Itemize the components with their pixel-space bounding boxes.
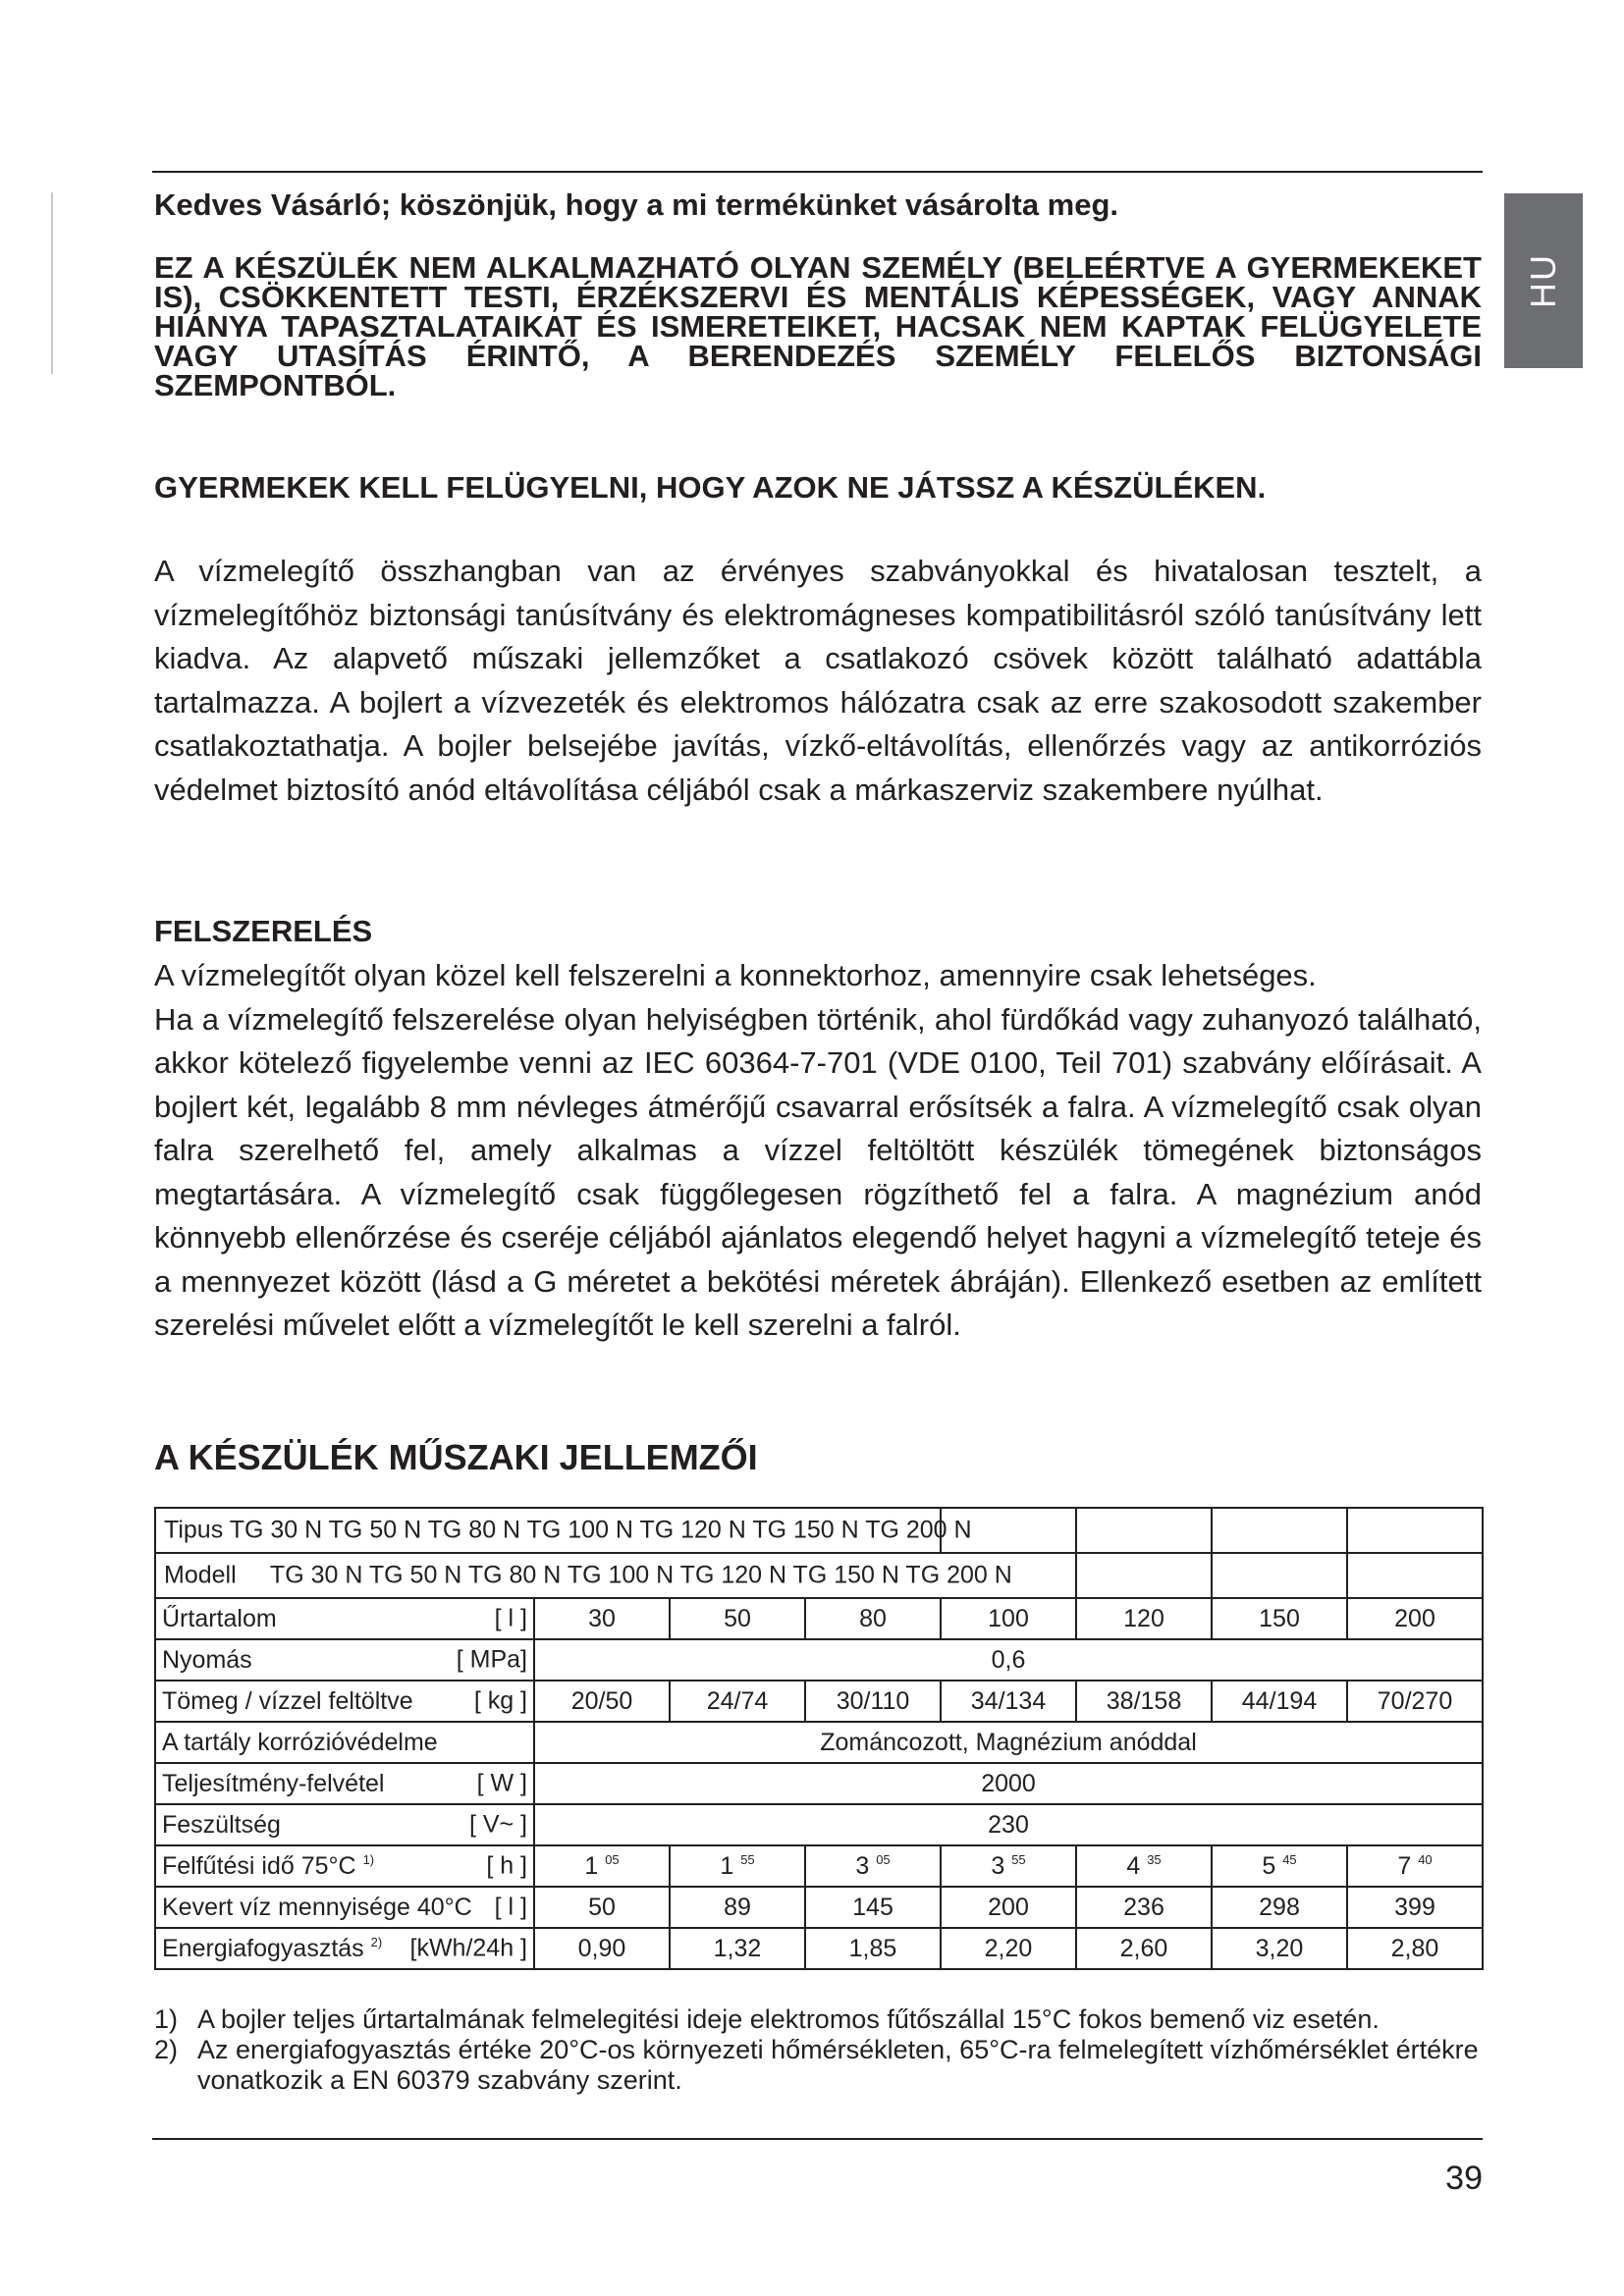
table-cell: 20/50 bbox=[534, 1681, 670, 1722]
safety-warning: EZ A KÉSZÜLÉK NEM ALKALMAZHATÓ OLYAN SZEMÉLY (BELEÉRTVE A GYERMEKEKET IS), CSÖKKENTETT TESTI, ÉRZÉKSZERVI ÉS MENTÁLIS KÉPESSÉGEK, VAGY ANNAK HIÁNYA TAPASZTALATAIKAT ÉS ISMERETEIKET, HACSAK NEM KAPTAK FELÜGYELETE VAGY UTASÍTÁS ÉRINTŐ, A BERENDEZÉS SZEMÉLY FELELŐS BIZTONSÁGI SZEMPONTBÓL. bbox=[154, 250, 1482, 402]
table-cell: 2,80 bbox=[1347, 1928, 1483, 1969]
label-text: Tömeg / vízzel feltöltve bbox=[162, 1686, 413, 1715]
felfutesi-label bbox=[155, 1845, 534, 1887]
footnote-number: 1) bbox=[154, 2004, 179, 2034]
table-cell: 236 bbox=[1076, 1887, 1212, 1928]
footnote-ref: 1) bbox=[362, 1851, 375, 1867]
label-text: Teljesítmény-felvétel bbox=[162, 1769, 385, 1797]
feszultseg-value: 230 bbox=[534, 1804, 1483, 1845]
label-text: Űrtartalom bbox=[162, 1604, 277, 1632]
table-cell: 120 bbox=[1076, 1598, 1212, 1639]
label-text: A tartály korrózióvédelme bbox=[162, 1728, 438, 1756]
table-cell bbox=[670, 1845, 805, 1887]
label-text: Energiafogyasztás bbox=[162, 1934, 364, 1962]
table-row-teljesitmeny bbox=[155, 1763, 1483, 1804]
table-row-kevert bbox=[155, 1887, 1483, 1928]
table-cell: 399 bbox=[1347, 1887, 1483, 1928]
teljesitmeny-value: 2000 bbox=[534, 1763, 1483, 1804]
intro-paragraph: A vízmelegítő összhangban van az érvényes szabványokkal és hivatalosan tesztelt, a vízmelegítőhöz biztonsági tanúsítvány és elektromágneses kompatibilitásról szóló tanúsítvány lett kiadva. Az alapvető műszaki jellemzőket a csatlakozó csövek között található adattábla tartalmazza. A bojlert a vízvezeték és elektromos hálózatra csak az erre szakosodott szakember csatlakoztathatja. A bojler belsejébe javítás, vízkő-eltávolítás, ellenőrzés vagy az antikorróziós védelmet biztosító anód eltávolítása céljából csak a márkaszerviz szakembere nyúlhat. bbox=[154, 554, 1482, 807]
table-row-feszultseg bbox=[155, 1804, 1483, 1845]
label-text: Felfűtési idő 75°C bbox=[162, 1851, 356, 1880]
table-cell: 44/194 bbox=[1212, 1681, 1347, 1722]
table-cell: 1,85 bbox=[805, 1928, 941, 1969]
korrozio-label bbox=[155, 1722, 534, 1763]
table-row-felfutesi bbox=[155, 1845, 1483, 1887]
specs-heading: A KÉSZÜLÉK MŰSZAKI JELLEMZŐI bbox=[154, 1437, 758, 1477]
table-row-urtartalom bbox=[155, 1598, 1483, 1639]
table-cell bbox=[1212, 1845, 1347, 1887]
feszultseg-label bbox=[155, 1804, 534, 1845]
modell-text: Modell TG 30 N TG 50 N TG 80 N TG 100 N TG 120 N TG 150 N TG 200 N bbox=[164, 1561, 1012, 1589]
table-cell: 200 bbox=[941, 1887, 1076, 1928]
tipus-cell bbox=[155, 1508, 972, 1553]
unit-text: [ V~ ] bbox=[468, 1810, 527, 1839]
minutes: 55 bbox=[1011, 1851, 1026, 1867]
bottom-rule bbox=[152, 2138, 1483, 2140]
minutes: 45 bbox=[1282, 1851, 1297, 1867]
footnote-2 bbox=[154, 2035, 1482, 2096]
table-row-energia bbox=[155, 1928, 1483, 1969]
minutes: 05 bbox=[605, 1851, 620, 1867]
table-cell: 150 bbox=[1212, 1598, 1347, 1639]
minutes: 55 bbox=[740, 1851, 755, 1867]
table-row-modell bbox=[155, 1553, 1483, 1598]
table-row-korrozio bbox=[155, 1722, 1483, 1763]
install-heading: FELSZERELÉS bbox=[154, 914, 373, 948]
footnote-ref: 2) bbox=[370, 1934, 383, 1949]
table-cell: 2,60 bbox=[1076, 1928, 1212, 1969]
table-cell: 50 bbox=[670, 1598, 805, 1639]
table-cell: 1,32 bbox=[670, 1928, 805, 1969]
unit-text: [ l ] bbox=[494, 1893, 527, 1921]
table-cell bbox=[941, 1845, 1076, 1887]
table-cell: 200 bbox=[1347, 1598, 1483, 1639]
hours: 5 bbox=[1262, 1851, 1276, 1880]
teljesitmeny-label bbox=[155, 1763, 534, 1804]
minutes: 05 bbox=[876, 1851, 891, 1867]
unit-text: [kWh/24h ] bbox=[409, 1934, 527, 1962]
table-cell: 24/74 bbox=[670, 1681, 805, 1722]
footnote-text: Az energiafogyasztás értéke 20°C-os környezeti hőmérsékleten, 65°C-ra felmelegített vízhőmérséklet értékre vonatkozik a EN 60379 szabvány szerint. bbox=[197, 2035, 1479, 2095]
table-cell bbox=[1076, 1553, 1212, 1598]
margin-bar bbox=[51, 192, 53, 374]
table-cell bbox=[1347, 1553, 1483, 1598]
kevert-label bbox=[155, 1887, 534, 1928]
label-text: Feszültség bbox=[162, 1810, 281, 1839]
table-cell bbox=[1076, 1845, 1212, 1887]
unit-text: [ MPa] bbox=[456, 1645, 527, 1674]
language-tab-label: HU bbox=[1523, 253, 1563, 308]
unit-text: [ l ] bbox=[494, 1604, 527, 1632]
table-cell: 34/134 bbox=[941, 1681, 1076, 1722]
top-rule bbox=[152, 171, 1483, 173]
install-paragraph-1: A vízmelegítőt olyan közel kell felszerelni a konnektorhoz, amennyire csak lehetséges. bbox=[154, 958, 1317, 992]
hours: 1 bbox=[720, 1851, 734, 1880]
table-cell: 100 bbox=[941, 1598, 1076, 1639]
table-cell bbox=[1347, 1508, 1483, 1553]
hours: 1 bbox=[584, 1851, 599, 1880]
table-cell: 89 bbox=[670, 1887, 805, 1928]
footnotes bbox=[154, 2004, 1482, 2096]
install-paragraph-2: Ha a vízmelegítő felszerelése olyan helyiségben történik, ahol fürdőkád vagy zuhanyozó található, akkor kötelező figyelembe venni az IEC 60364-7-701 (VDE 0100, Teil 701) szabvány előírásait. A bojlert két, legalább 8 mm névleges átmérőjű csavarral erősítsék a falra. A vízmelegítő csak olyan falra szerelhető fel, amely alkalmas a vízzel feltöltött készülék tömegének biztonságos megtartására. A vízmelegítő csak függőlegesen rögzíthető fel a falra. A magnézium anód könnyebb ellenőrzése és cseréje céljából ajánlatos elegendő helyet hagyni a vízmelegítő teteje és a mennyezet között (lásd a G méretet a bekötési méretek ábráján). Ellenkező esetben az említett szerelési művelet előtt a vízmelegítőt le kell szerelni a falról. bbox=[154, 1001, 1482, 1342]
table-cell bbox=[805, 1845, 941, 1887]
label-text: Nyomás bbox=[162, 1645, 252, 1674]
nyomas-value: 0,6 bbox=[534, 1639, 1483, 1681]
table-cell: 50 bbox=[534, 1887, 670, 1928]
table-cell bbox=[1076, 1508, 1212, 1553]
table-cell: 2,20 bbox=[941, 1928, 1076, 1969]
table-row-tomeg bbox=[155, 1681, 1483, 1722]
table-cell: 30 bbox=[534, 1598, 670, 1639]
nyomas-label bbox=[155, 1639, 534, 1681]
table-row-tipus bbox=[155, 1508, 1483, 1553]
footnote-1 bbox=[154, 2004, 1482, 2035]
specs-table bbox=[154, 1507, 1484, 1970]
footnote-text: A bojler teljes űrtartalmának felmelegitési ideje elektromos fűtőszállal 15°C fokos bemenő viz esetén. bbox=[197, 2004, 1380, 2034]
table-cell bbox=[1347, 1845, 1483, 1887]
page-number: 39 bbox=[1445, 2160, 1483, 2197]
energia-label bbox=[155, 1928, 534, 1969]
minutes: 35 bbox=[1147, 1851, 1162, 1867]
label-text: Kevert víz mennyisége 40°C bbox=[162, 1893, 472, 1921]
table-cell bbox=[1212, 1508, 1347, 1553]
unit-text: [ W ] bbox=[476, 1769, 527, 1797]
children-warning: GYERMEKEK KELL FELÜGYELNI, HOGY AZOK NE JÁTSSZ A KÉSZÜLÉKEN. bbox=[154, 470, 1267, 505]
footnote-number: 2) bbox=[154, 2035, 179, 2064]
table-cell: 298 bbox=[1212, 1887, 1347, 1928]
table-cell: 30/110 bbox=[805, 1681, 941, 1722]
table-cell: 0,90 bbox=[534, 1928, 670, 1969]
hours: 3 bbox=[855, 1851, 870, 1880]
unit-text: [ h ] bbox=[486, 1851, 527, 1880]
tomeg-label bbox=[155, 1681, 534, 1722]
table-cell: 3,20 bbox=[1212, 1928, 1347, 1969]
korrozio-value: Zománcozott, Magnézium anóddal bbox=[534, 1722, 1483, 1763]
table-cell: 145 bbox=[805, 1887, 941, 1928]
table-cell: 70/270 bbox=[1347, 1681, 1483, 1722]
table-cell bbox=[534, 1845, 670, 1887]
language-tab bbox=[1504, 193, 1583, 368]
tipus-text: Tipus TG 30 N TG 50 N TG 80 N TG 100 N TG 120 N TG 150 N TG 200 N bbox=[164, 1516, 972, 1544]
modell-cell bbox=[155, 1553, 1076, 1598]
table-cell: 38/158 bbox=[1076, 1681, 1212, 1722]
greeting: Kedves Vásárló; köszönjük, hogy a mi termékünket vásárolta meg. bbox=[154, 187, 1119, 222]
table-row-nyomas bbox=[155, 1639, 1483, 1681]
hours: 7 bbox=[1397, 1851, 1412, 1880]
urtartalom-label bbox=[155, 1598, 534, 1639]
hours: 4 bbox=[1126, 1851, 1141, 1880]
install-section bbox=[154, 954, 1482, 1348]
minutes: 40 bbox=[1418, 1851, 1433, 1867]
hours: 3 bbox=[991, 1851, 1005, 1880]
unit-text: [ kg ] bbox=[473, 1686, 527, 1715]
table-cell: 80 bbox=[805, 1598, 941, 1639]
table-cell bbox=[1212, 1553, 1347, 1598]
